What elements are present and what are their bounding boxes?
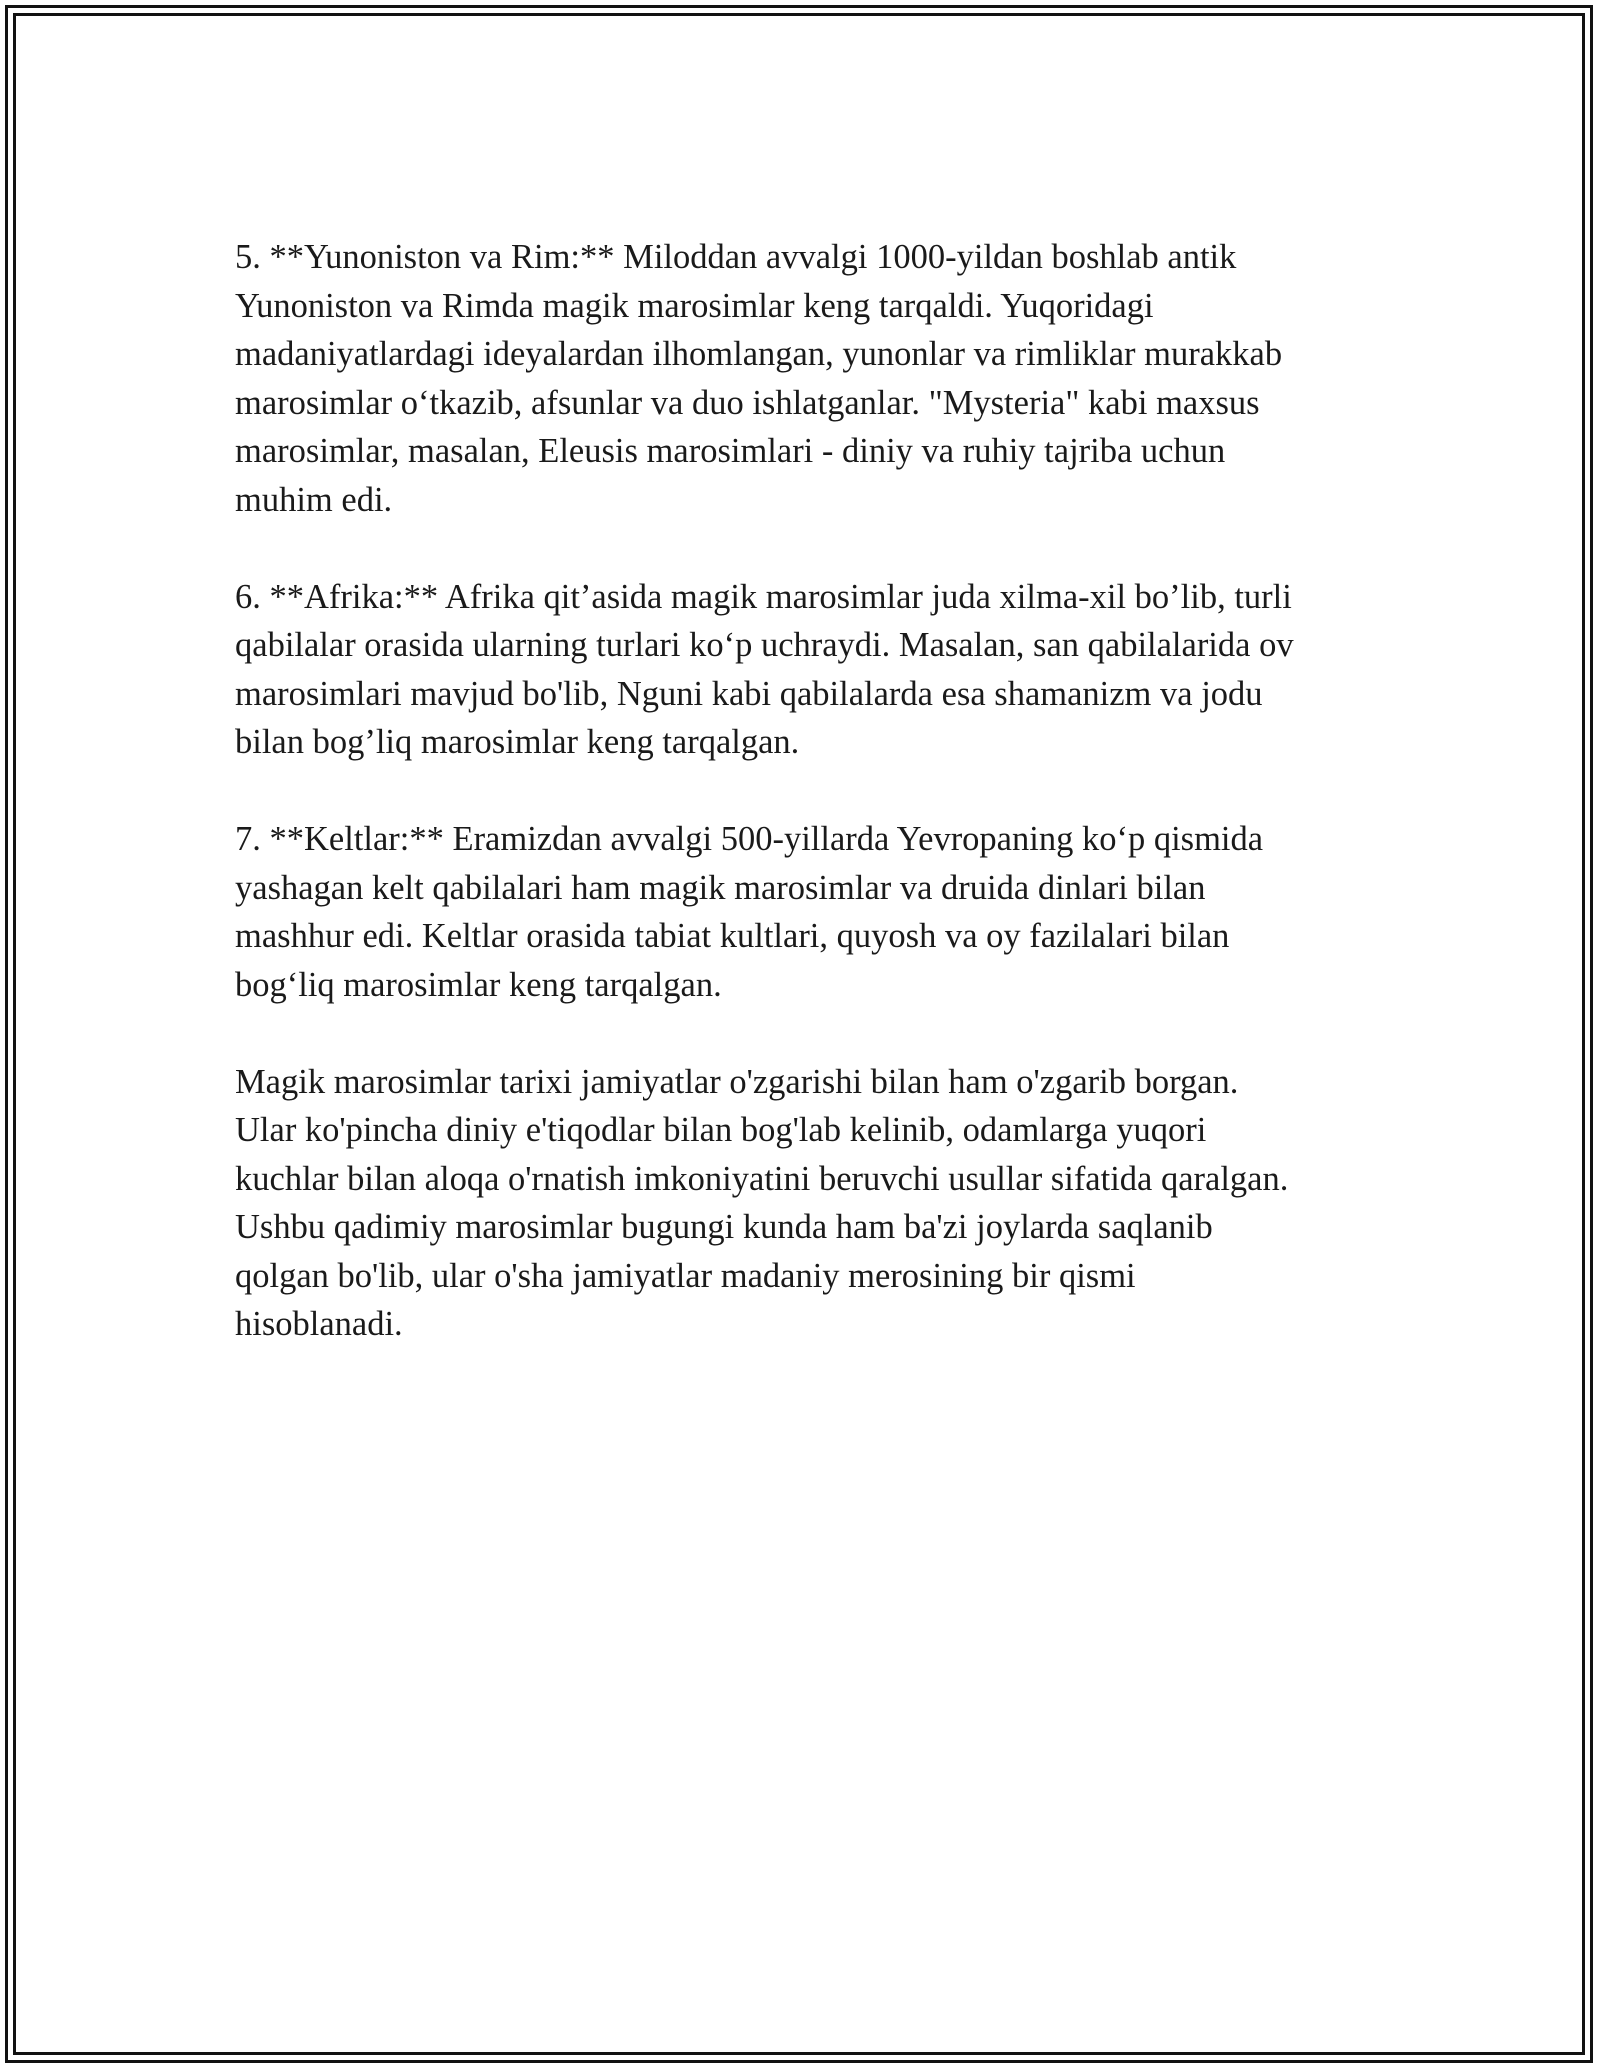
document-body: [235, 233, 1375, 1397]
paragraph-celts: 7. **Keltlar:** Eramizdan avvalgi 500-yillarda Yevropaning ko‘p qismida yashagan kelt qabilalari ham magik marosimlar va druida dinlari bilan mashhur edi. Keltlar orasida tabiat kultlari, quyosh va oy fazilalari bilan bog‘liq marosimlar keng tarqalgan.: [235, 820, 1264, 1004]
paragraph-greece-rome: 5. **Yunoniston va Rim:** Miloddan avvalgi 1000-yildan boshlab antik Yunoniston va Rimda magik marosimlar keng tarqaldi. Yuqoridagi madaniyatlardagi ideyalardan ilhomlangan, yunonlar va rimliklar murakkab marosimlar o‘tkazib, afsunlar va duo ishlatganlar. "Mysteria" kabi maxsus marosimlar, masalan, Eleusis marosimlari - diniy va ruhiy tajriba uchun muhim edi.: [235, 238, 1283, 519]
paragraph-africa: 6. **Afrika:** Afrika qit’asida magik marosimlar juda xilma-xil bo’lib, turli qabilalar orasida ularning turlari ko‘p uchraydi. Masalan, san qabilalarida ov marosimlari mavjud bo'lib, Nguni kabi qabilalarda esa shamanizm va jodu bilan bog’liq marosimlar keng tarqalgan.: [235, 577, 1294, 761]
paragraph-conclusion: Magik marosimlar tarixi jamiyatlar o'zgarishi bilan ham o'zgarib borgan. Ular ko'pincha diniy e'tiqodlar bilan bog'lab kelinib, odamlarga yuqori kuchlar bilan aloqa o'rnatish imkoniyatini beruvchi usullar sifatida qaralgan. Ushbu qadimiy marosimlar bugungi kunda ham ba'zi joylarda saqlanib qolgan bo'lib, ular o'sha jamiyatlar madaniy merosining bir qismi hisoblanadi.: [235, 1062, 1289, 1343]
